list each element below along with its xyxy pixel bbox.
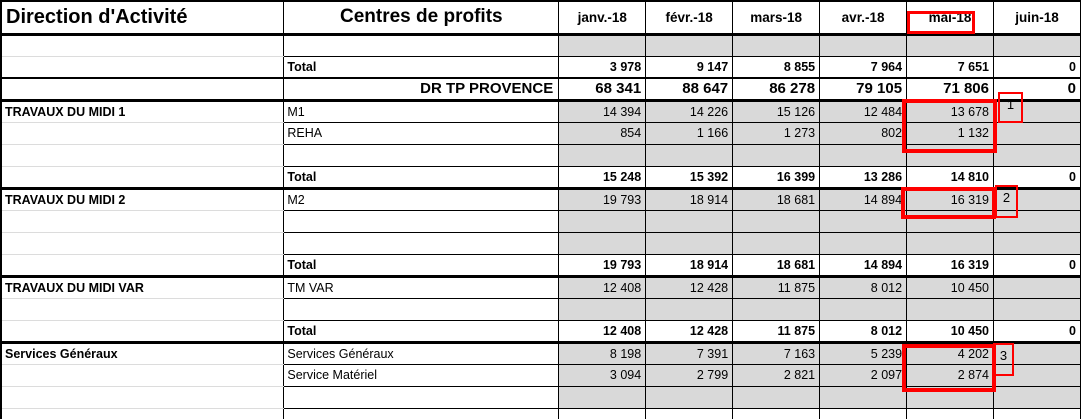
value-cell-févr.-18[interactable]: 12 428: [646, 320, 733, 342]
annotation-number: 1: [1006, 97, 1015, 112]
centre-cell[interactable]: M2: [284, 188, 559, 210]
column-header-month-janv[interactable]: janv.-18: [559, 1, 646, 34]
direction-cell[interactable]: [1, 320, 284, 342]
value-cell-mai-18[interactable]: [907, 298, 994, 320]
value-cell-mars-18[interactable]: 7 163: [733, 342, 820, 364]
value-cell-janv.-18[interactable]: 12 408: [559, 276, 646, 298]
centre-cell[interactable]: Total: [284, 56, 559, 78]
table-row: [1, 254, 1081, 276]
value-cell-avr.-18[interactable]: 8 012: [820, 276, 907, 298]
value-cell-juin-18[interactable]: 0: [994, 166, 1081, 188]
value-cell-juin-18[interactable]: [994, 34, 1081, 56]
value-cell-mars-18[interactable]: [733, 408, 820, 419]
value-cell-avr.-18[interactable]: 8 012: [820, 320, 907, 342]
centre-cell[interactable]: TM VAR: [284, 276, 559, 298]
value-cell-févr.-18[interactable]: [646, 232, 733, 254]
value-cell-févr.-18[interactable]: [646, 34, 733, 56]
centre-cell[interactable]: Total: [284, 254, 559, 276]
direction-cell[interactable]: [1, 56, 284, 78]
value-cell-mai-18[interactable]: 71 806: [907, 78, 994, 100]
value-cell-févr.-18[interactable]: 7 391: [646, 342, 733, 364]
value-cell-mai-18[interactable]: 13 678: [907, 100, 994, 122]
direction-cell[interactable]: [1, 232, 284, 254]
value-cell-avr.-18[interactable]: 14 894: [820, 254, 907, 276]
annotation-tag-1[interactable]: [998, 92, 1023, 123]
value-cell-mai-18[interactable]: 14 810: [907, 166, 994, 188]
value-cell-janv.-18[interactable]: [559, 210, 646, 232]
value-cell-mai-18[interactable]: 16 319: [907, 254, 994, 276]
value-cell-mai-18[interactable]: [907, 34, 994, 56]
column-header-month-fevr[interactable]: févr.-18: [646, 1, 733, 34]
value-cell-avr.-18[interactable]: 5 239: [820, 342, 907, 364]
centre-cell[interactable]: Services Généraux: [284, 342, 559, 364]
value-cell-mars-18[interactable]: [733, 210, 820, 232]
direction-cell[interactable]: [1, 166, 284, 188]
direction-cell[interactable]: [1, 34, 284, 56]
value-cell-avr.-18[interactable]: [820, 210, 907, 232]
value-cell-mars-18[interactable]: [733, 232, 820, 254]
value-cell-mars-18[interactable]: [733, 386, 820, 408]
table-row: [1, 56, 1081, 78]
value-cell-juin-18[interactable]: 0: [994, 56, 1081, 78]
value-cell-mars-18[interactable]: 8 855: [733, 56, 820, 78]
value-cell-févr.-18[interactable]: 18 914: [646, 188, 733, 210]
value-cell-juin-18[interactable]: [994, 122, 1081, 144]
direction-cell[interactable]: [1, 364, 284, 386]
value-cell-janv.-18[interactable]: 3 978: [559, 56, 646, 78]
centre-cell[interactable]: Service Matériel: [284, 364, 559, 386]
table-row: [1, 166, 1081, 188]
value-cell-janv.-18[interactable]: 15 248: [559, 166, 646, 188]
centre-cell[interactable]: [284, 386, 559, 408]
direction-cell[interactable]: [1, 386, 284, 408]
value-cell-mai-18[interactable]: 4 202: [907, 342, 994, 364]
centre-cell[interactable]: Total: [284, 166, 559, 188]
value-cell-avr.-18[interactable]: [820, 34, 907, 56]
table-row: [1, 408, 1081, 419]
annotation-tag-2[interactable]: [995, 185, 1018, 218]
annotation-box-2[interactable]: [901, 187, 996, 219]
value-cell-janv.-18[interactable]: [559, 408, 646, 419]
value-cell-févr.-18[interactable]: 12 428: [646, 276, 733, 298]
value-cell-mai-18[interactable]: [907, 408, 994, 419]
centre-cell[interactable]: REHA: [284, 122, 559, 144]
value-cell-mars-18[interactable]: 11 875: [733, 276, 820, 298]
value-cell-juin-18[interactable]: 0: [994, 78, 1081, 100]
value-cell-avr.-18[interactable]: [820, 144, 907, 166]
value-cell-mai-18[interactable]: 2 874: [907, 364, 994, 386]
annotation-mai-header-box[interactable]: [907, 11, 975, 34]
value-cell-avr.-18[interactable]: [820, 232, 907, 254]
value-cell-févr.-18[interactable]: [646, 210, 733, 232]
value-cell-juin-18[interactable]: [994, 276, 1081, 298]
table-row: [1, 232, 1081, 254]
direction-cell[interactable]: [1, 78, 284, 100]
value-cell-févr.-18[interactable]: [646, 298, 733, 320]
value-cell-janv.-18[interactable]: [559, 232, 646, 254]
value-cell-févr.-18[interactable]: 1 166: [646, 122, 733, 144]
direction-cell[interactable]: [1, 408, 284, 419]
value-cell-janv.-18[interactable]: 19 793: [559, 254, 646, 276]
value-cell-mai-18[interactable]: [907, 232, 994, 254]
value-cell-janv.-18[interactable]: 8 198: [559, 342, 646, 364]
value-cell-mars-18[interactable]: 18 681: [733, 254, 820, 276]
value-cell-juin-18[interactable]: 0: [994, 254, 1081, 276]
value-cell-févr.-18[interactable]: 15 392: [646, 166, 733, 188]
value-cell-avr.-18[interactable]: [820, 386, 907, 408]
value-cell-mai-18[interactable]: 16 319: [907, 188, 994, 210]
value-cell-avr.-18[interactable]: 802: [820, 122, 907, 144]
value-cell-mars-18[interactable]: 2 821: [733, 364, 820, 386]
value-cell-janv.-18[interactable]: 68 341: [559, 78, 646, 100]
value-cell-mars-18[interactable]: 11 875: [733, 320, 820, 342]
value-cell-avr.-18[interactable]: 13 286: [820, 166, 907, 188]
value-cell-févr.-18[interactable]: [646, 144, 733, 166]
value-cell-juin-18[interactable]: [994, 408, 1081, 419]
centre-cell[interactable]: [284, 210, 559, 232]
value-cell-janv.-18[interactable]: 12 408: [559, 320, 646, 342]
value-cell-avr.-18[interactable]: 79 105: [820, 78, 907, 100]
annotation-box-1[interactable]: [902, 99, 997, 153]
value-cell-avr.-18[interactable]: [820, 408, 907, 419]
table-row: [1, 34, 1081, 56]
value-cell-janv.-18[interactable]: 19 793: [559, 188, 646, 210]
annotation-number: 3: [999, 348, 1008, 363]
direction-cell[interactable]: TRAVAUX DU MIDI 2: [1, 188, 284, 210]
value-cell-févr.-18[interactable]: 14 226: [646, 100, 733, 122]
value-cell-avr.-18[interactable]: 14 894: [820, 188, 907, 210]
column-header-month-mars[interactable]: mars-18: [733, 1, 820, 34]
annotation-number: 2: [1002, 190, 1011, 205]
column-header-direction[interactable]: Direction d'Activité: [1, 1, 284, 34]
value-cell-janv.-18[interactable]: [559, 298, 646, 320]
value-cell-mars-18[interactable]: 1 273: [733, 122, 820, 144]
annotation-box-3[interactable]: [902, 344, 996, 392]
column-header-month-avr[interactable]: avr.-18: [820, 1, 907, 34]
annotation-tag-3[interactable]: [993, 343, 1014, 376]
value-cell-mars-18[interactable]: [733, 144, 820, 166]
direction-cell[interactable]: Services Généraux: [1, 342, 284, 364]
value-cell-mars-18[interactable]: 18 681: [733, 188, 820, 210]
value-cell-févr.-18[interactable]: 2 799: [646, 364, 733, 386]
column-header-centres[interactable]: Centres de profits: [284, 1, 559, 34]
value-cell-janv.-18[interactable]: [559, 144, 646, 166]
direction-cell[interactable]: [1, 144, 284, 166]
value-cell-mars-18[interactable]: [733, 34, 820, 56]
centre-cell[interactable]: [284, 408, 559, 419]
column-header-month-mai[interactable]: mai-18: [907, 1, 994, 34]
value-cell-juin-18[interactable]: [994, 298, 1081, 320]
value-cell-janv.-18[interactable]: 3 094: [559, 364, 646, 386]
column-header-month-juin[interactable]: juin-18: [994, 1, 1081, 34]
value-cell-juin-18[interactable]: 0: [994, 320, 1081, 342]
centre-cell[interactable]: [284, 232, 559, 254]
direction-cell[interactable]: [1, 254, 284, 276]
table-row: [1, 320, 1081, 342]
table-row: [1, 276, 1081, 298]
value-cell-avr.-18[interactable]: 7 964: [820, 56, 907, 78]
value-cell-juin-18[interactable]: [994, 144, 1081, 166]
value-cell-mars-18[interactable]: [733, 298, 820, 320]
direction-cell[interactable]: [1, 122, 284, 144]
table-row: [1, 78, 1081, 100]
value-cell-févr.-18[interactable]: 18 914: [646, 254, 733, 276]
value-cell-mars-18[interactable]: 15 126: [733, 100, 820, 122]
value-cell-mars-18[interactable]: 16 399: [733, 166, 820, 188]
value-cell-avr.-18[interactable]: 2 097: [820, 364, 907, 386]
table-row: [1, 298, 1081, 320]
direction-cell[interactable]: TRAVAUX DU MIDI 1: [1, 100, 284, 122]
value-cell-janv.-18[interactable]: 854: [559, 122, 646, 144]
value-cell-févr.-18[interactable]: [646, 408, 733, 419]
value-cell-mai-18[interactable]: 10 450: [907, 320, 994, 342]
value-cell-avr.-18[interactable]: [820, 298, 907, 320]
centre-cell[interactable]: [284, 144, 559, 166]
value-cell-mai-18[interactable]: 10 450: [907, 276, 994, 298]
value-cell-avr.-18[interactable]: 12 484: [820, 100, 907, 122]
value-cell-janv.-18[interactable]: [559, 34, 646, 56]
value-cell-mai-18[interactable]: 1 132: [907, 122, 994, 144]
direction-cell[interactable]: [1, 298, 284, 320]
direction-cell[interactable]: [1, 210, 284, 232]
value-cell-janv.-18[interactable]: [559, 386, 646, 408]
value-cell-mai-18[interactable]: 7 651: [907, 56, 994, 78]
value-cell-févr.-18[interactable]: 88 647: [646, 78, 733, 100]
centre-cell[interactable]: M1: [284, 100, 559, 122]
value-cell-févr.-18[interactable]: 9 147: [646, 56, 733, 78]
value-cell-juin-18[interactable]: [994, 386, 1081, 408]
direction-cell[interactable]: TRAVAUX DU MIDI VAR: [1, 276, 284, 298]
value-cell-mars-18[interactable]: 86 278: [733, 78, 820, 100]
value-cell-janv.-18[interactable]: 14 394: [559, 100, 646, 122]
value-cell-juin-18[interactable]: [994, 232, 1081, 254]
value-cell-févr.-18[interactable]: [646, 386, 733, 408]
centre-cell[interactable]: DR TP PROVENCE: [284, 78, 559, 100]
centre-cell[interactable]: [284, 298, 559, 320]
centre-cell[interactable]: [284, 34, 559, 56]
centre-cell[interactable]: Total: [284, 320, 559, 342]
